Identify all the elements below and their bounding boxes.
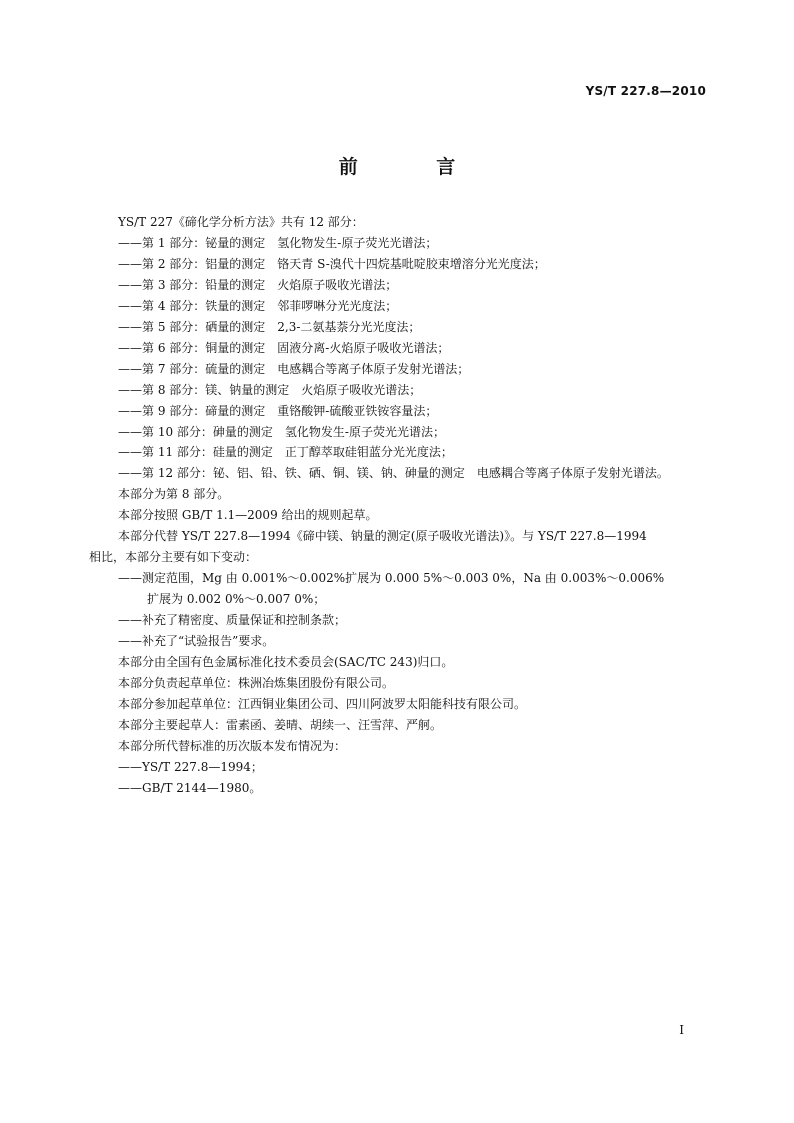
list-item: ——第 6 部分：铜量的测定 固液分离-火焰原子吸收光谱法； (118, 340, 450, 355)
list-item: ——第 7 部分：硫量的测定 电感耦合等离子体原子发射光谱法； (118, 361, 470, 376)
list-item: ——第 10 部分：砷量的测定 氢化物发生-原子荧光光谱法； (118, 424, 445, 439)
paragraph-line: 本部分主要起草人：雷素函、姜晴、胡续一、汪雪萍、严舸。 (118, 717, 443, 732)
list-item-continuation: 扩展为 0.002 0%～0.007 0%； (147, 592, 326, 607)
list-item: ——第 11 部分：硅量的测定 正丁醇萃取硅钼蓝分光光度法； (118, 445, 453, 460)
paragraph-line: 本部分负责起草单位：株洲冶炼集团股份有限公司。 (118, 675, 395, 690)
list-item: ——YS/T 227.8—1994； (118, 759, 263, 774)
foreword-body (89, 212, 705, 799)
list-item: ——第 3 部分：铅量的测定 火焰原子吸收光谱法； (118, 277, 398, 292)
document-code: YS/T 227.8—2010 (585, 84, 706, 98)
page-number: I (679, 1023, 684, 1037)
paragraph-line: 本部分参加起草单位：江西铜业集团公司、四川阿波罗太阳能科技有限公司。 (118, 696, 527, 711)
list-item: ——补充了精密度、质量保证和控制条款； (118, 613, 347, 628)
paragraph-line: 本部分所代替标准的历次版本发布情况为： (118, 738, 347, 753)
paragraph-line: YS/T 227《碲化学分析方法》共有 12 部分： (118, 215, 364, 229)
list-item: ——第 5 部分：硒量的测定 2,3-二氨基萘分光光度法； (118, 319, 421, 334)
list-item: ——第 4 部分：铁量的测定 邻菲啰啉分光光度法； (118, 298, 398, 313)
list-item: ——补充了“试验报告”要求。 (118, 634, 275, 649)
list-item: ——GB/T 2144—1980。 (118, 780, 262, 795)
list-item: ——第 9 部分：碲量的测定 重铬酸钾-硫酸亚铁铵容量法； (118, 403, 438, 418)
list-item: ——第 2 部分：铝量的测定 铬天青 S-溴代十四烷基吡啶胶束增溶分光光度法； (118, 256, 546, 271)
list-item: ——第 12 部分：铋、铝、铅、铁、硒、铜、镁、钠、砷量的测定 电感耦合等离子体原子发射光谱法。 (118, 466, 669, 481)
paragraph-line: 相比，本部分主要有如下变动： (89, 550, 258, 565)
paragraph-line: 本部分代替 YS/T 227.8—1994《碲中镁、钠量的测定(原子吸收光谱法)》。与 YS/T 227.8—1994 (118, 529, 647, 544)
page-title: 前 言 (338, 156, 492, 178)
list-item: ——第 8 部分：镁、钠量的测定 火焰原子吸收光谱法； (118, 382, 422, 397)
paragraph-line: 本部分按照 GB/T 1.1—2009 给出的规则起草。 (118, 508, 378, 523)
list-item: ——第 1 部分：铋量的测定 氢化物发生-原子荧光光谱法； (118, 235, 438, 250)
paragraph-line: 本部分由全国有色金属标准化技术委员会(SAC/TC 243)归口。 (118, 655, 454, 670)
list-item: ——测定范围，Mg 由 0.001%～0.002%扩展为 0.000 5%～0.003 0%，Na 由 0.003%～0.006% (118, 571, 665, 586)
paragraph-line: 本部分为第 8 部分。 (118, 487, 230, 502)
